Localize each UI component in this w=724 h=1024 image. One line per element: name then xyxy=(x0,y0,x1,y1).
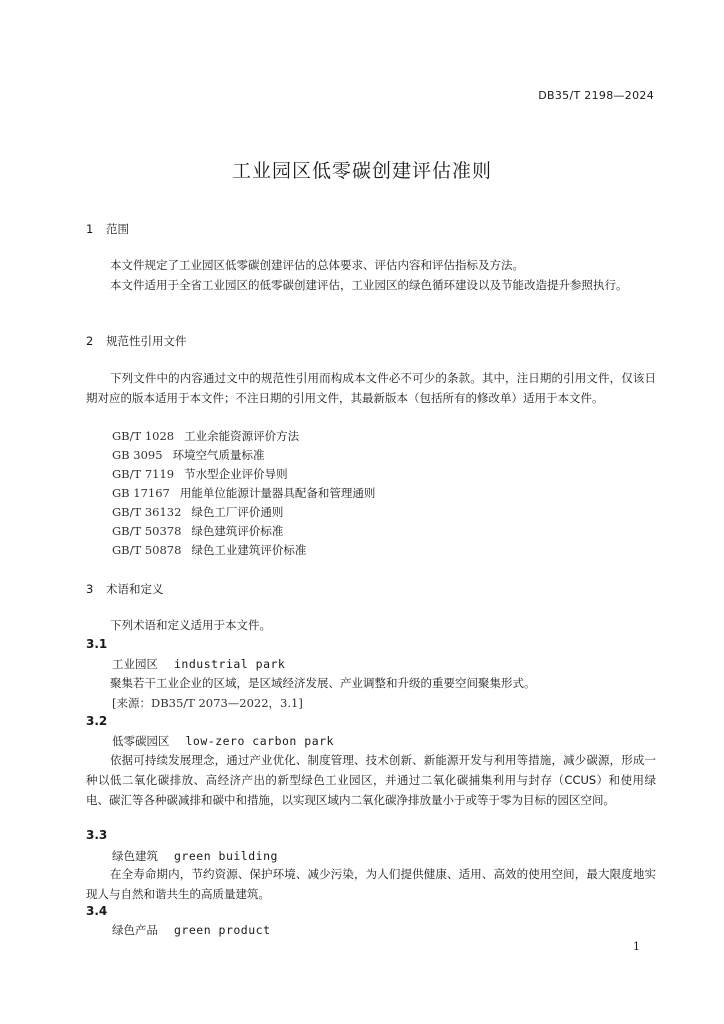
term-entry xyxy=(112,733,334,749)
term-source xyxy=(112,695,303,711)
source-text: [来源：DB35/T 2073—2022，3.1] xyxy=(112,696,303,710)
reference-code: GB/T 50378 xyxy=(112,524,182,538)
paragraph: 下列术语和定义适用于本文件。 xyxy=(110,618,271,632)
reference-code: GB/T 7119 xyxy=(112,467,175,481)
reference-title: 绿色工业建筑评价标准 xyxy=(191,543,307,557)
section-title: 规范性引用文件 xyxy=(106,334,187,348)
paragraph: 本文件适用于全省工业园区的低零碳创建评估，工业园区的绿色循环建设以及节能改造提升参照执行。 xyxy=(110,278,628,292)
reference-title: 节水型企业评价导则 xyxy=(184,467,288,481)
section-3-intro xyxy=(86,615,656,635)
reference-title: 用能单位能源计量器具配备和管理通则 xyxy=(179,486,376,500)
reference-code: GB 3095 xyxy=(112,448,163,462)
section-1-heading xyxy=(86,221,129,237)
term-definition xyxy=(86,673,656,693)
term-number: 3.3 xyxy=(86,828,108,842)
paragraph: 本文件规定了工业园区低零碳创建评估的总体要求、评估内容和评估指标及方法。 xyxy=(110,258,524,272)
section-title: 术语和定义 xyxy=(106,582,164,596)
standard-number: DB35/T 2198—2024 xyxy=(538,89,654,102)
term-number: 3.4 xyxy=(86,904,108,918)
term-entry xyxy=(112,656,285,672)
term-entry xyxy=(112,848,278,864)
reference-code: GB/T 36132 xyxy=(112,505,182,519)
term-number: 3.2 xyxy=(86,714,108,728)
reference-title: 环境空气质量标准 xyxy=(172,448,265,462)
page-number: 1 xyxy=(633,940,640,953)
reference-title: 绿色工厂评价通则 xyxy=(191,505,284,519)
reference-item xyxy=(112,504,283,520)
term-definition xyxy=(86,864,656,904)
term-number: 3.1 xyxy=(86,637,108,651)
reference-item xyxy=(112,485,375,501)
term-en: low-zero carbon park xyxy=(185,734,334,748)
paragraph: 聚集若干工业企业的区域，是区域经济发展、产业调整和升级的重要空间聚集形式。 xyxy=(110,676,536,690)
reference-item xyxy=(112,542,306,558)
term-en: green product xyxy=(174,923,271,937)
document-title: 工业园区低零碳创建评估准则 xyxy=(231,160,492,182)
term-definition xyxy=(86,750,656,810)
reference-title: 工业余能资源评价方法 xyxy=(184,429,300,443)
term-zh: 低零碳园区 xyxy=(112,734,170,748)
reference-code: GB/T 1028 xyxy=(112,429,175,443)
reference-code: GB/T 50878 xyxy=(112,543,182,557)
reference-item xyxy=(112,447,265,463)
term-entry xyxy=(112,922,271,938)
paragraph: 依据可持续发展理念，通过产业优化、制度管理、技术创新、新能源开发与利用等措施，减少碳源，形成一种以低二氧化碳排放、高经济产出的新型绿色工业园区，并通过二氧化碳捕集利用与封存（CCUS）和使用绿电、碳汇等各种碳减排和碳中和措施，以实现区域内二氧化碳净排放量小于或等于零为目标的园区空间。 xyxy=(86,753,656,807)
reference-item xyxy=(112,428,299,444)
section-title: 范围 xyxy=(106,222,129,236)
section-number: 2 xyxy=(86,334,94,348)
term-en: green building xyxy=(174,849,278,863)
reference-code: GB 17167 xyxy=(112,486,170,500)
section-1-body xyxy=(86,255,656,295)
term-zh: 绿色建筑 xyxy=(112,849,158,863)
section-2-intro xyxy=(86,368,656,408)
term-en: industrial park xyxy=(174,657,286,671)
term-zh: 绿色产品 xyxy=(112,923,158,937)
reference-title: 绿色建筑评价标准 xyxy=(191,524,284,538)
reference-item xyxy=(112,466,288,482)
paragraph: 在全寿命期内，节约资源、保护环境、减少污染，为人们提供健康、适用、高效的使用空间，最大限度地实现人与自然和谐共生的高质量建筑。 xyxy=(86,867,656,901)
section-number: 3 xyxy=(86,582,94,596)
section-3-heading xyxy=(86,581,164,597)
term-zh: 工业园区 xyxy=(112,657,158,671)
section-2-heading xyxy=(86,333,187,349)
section-number: 1 xyxy=(86,222,94,236)
reference-item xyxy=(112,523,283,539)
paragraph: 下列文件中的内容通过文中的规范性引用而构成本文件必不可少的条款。其中，注日期的引用文件，仅该日期对应的版本适用于本文件；不注日期的引用文件，其最新版本（包括所有的修改单）适用于本文件。 xyxy=(86,371,656,405)
